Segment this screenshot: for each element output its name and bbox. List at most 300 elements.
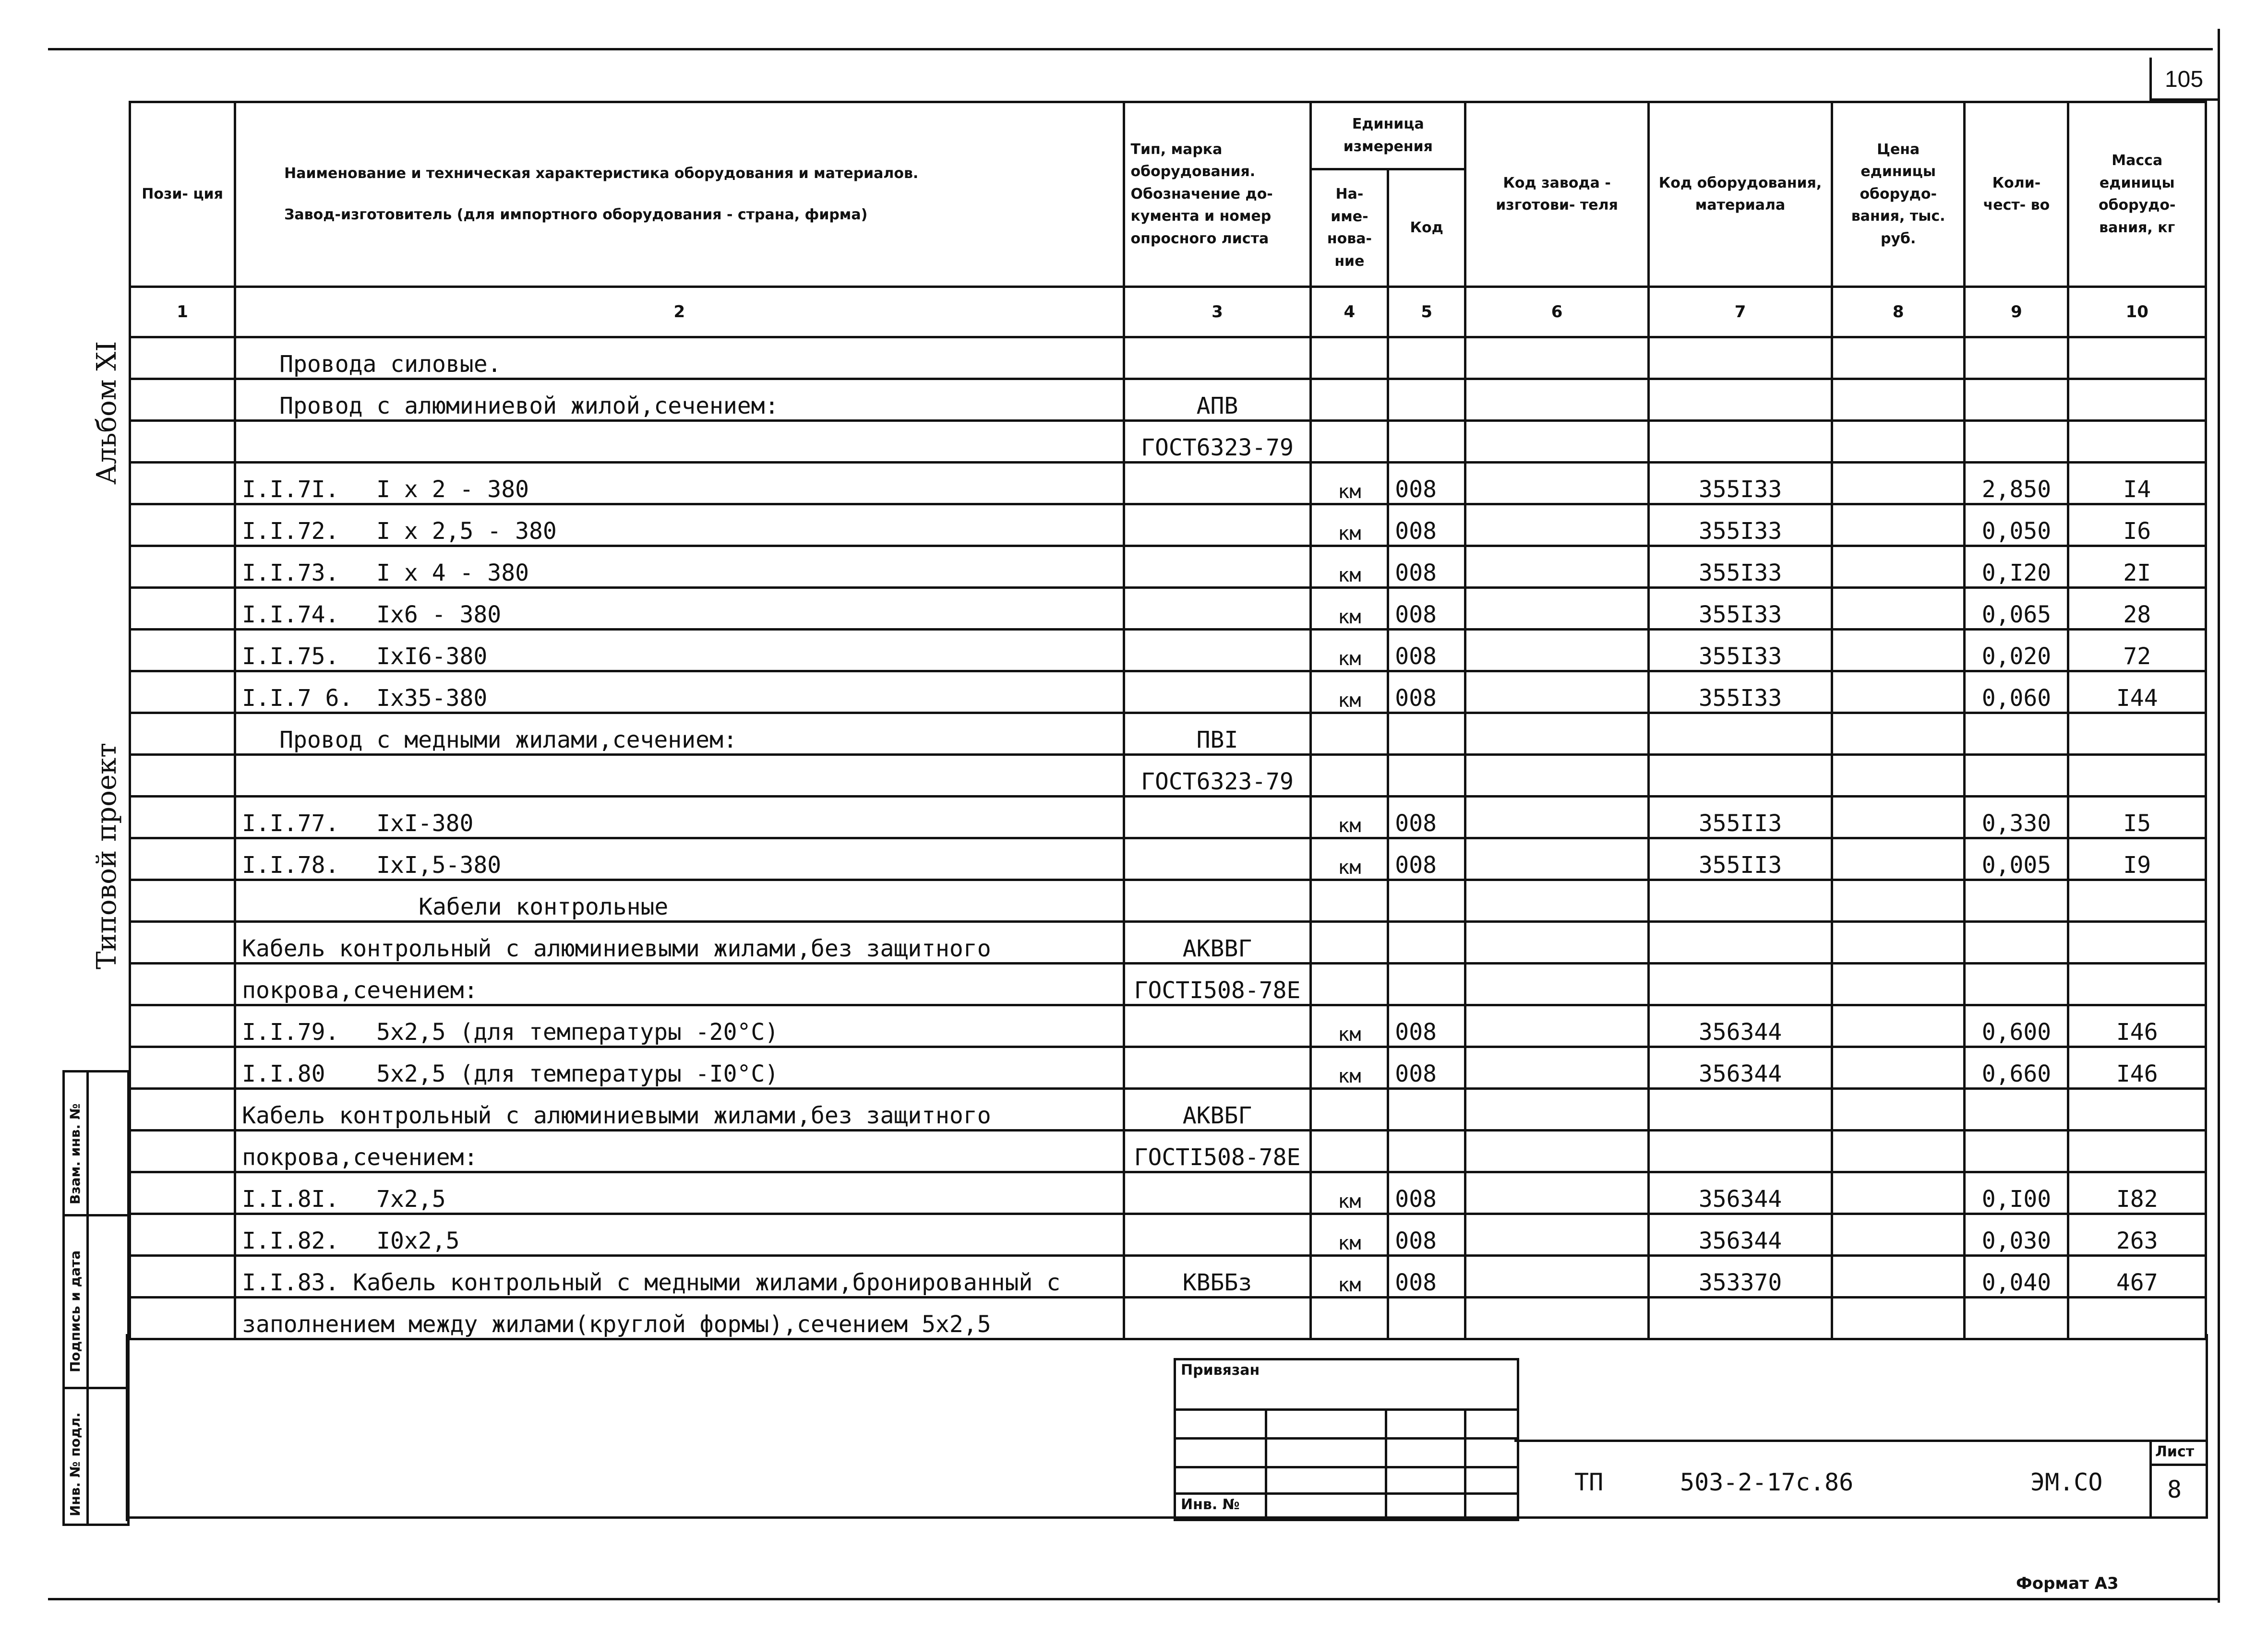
header-unit-group: Единица измерения	[1311, 102, 1465, 169]
table-row	[130, 421, 2206, 463]
cell-name	[235, 797, 1124, 838]
cell-factory-code	[1465, 838, 1649, 880]
cell-equipment-code: 356344	[1649, 1047, 1832, 1089]
table-row	[130, 337, 2206, 379]
cell-factory-code	[1465, 504, 1649, 546]
cell-unit-code	[1388, 421, 1465, 463]
cell-name	[235, 588, 1124, 630]
cell-unit-code: 008	[1388, 463, 1465, 504]
cell-quantity: 0,660	[1965, 1047, 2068, 1089]
table-row	[130, 546, 2206, 588]
cell-quantity	[1965, 713, 2068, 755]
cell-price	[1832, 713, 1965, 755]
cell-position	[130, 755, 235, 797]
header-unit-name: На- име- нова- ние	[1311, 169, 1388, 287]
cell-quantity	[1965, 964, 2068, 1005]
cell-equipment-code: 355I33	[1649, 630, 1832, 671]
cell-unit-name	[1311, 713, 1388, 755]
corner-sheet-number: 105	[2164, 66, 2204, 92]
cell-name: покрова,сечением:	[235, 964, 1124, 1005]
cell-unit-name: км	[1311, 1256, 1388, 1298]
header-name	[235, 102, 1124, 287]
cell-price	[1832, 546, 1965, 588]
cell-position	[130, 1214, 235, 1256]
cell-quantity	[1965, 379, 2068, 421]
sheet-cell-left	[2149, 1440, 2152, 1516]
cell-price	[1832, 922, 1965, 964]
cell-quantity	[1965, 421, 2068, 463]
cell-price	[1832, 797, 1965, 838]
cell-type	[1124, 671, 1311, 713]
cell-factory-code	[1465, 671, 1649, 713]
bottom-area-line	[126, 1516, 2208, 1519]
header-equipment-code: Код оборудования, материала	[1649, 102, 1832, 287]
cell-equipment-code	[1649, 1089, 1832, 1131]
cell-factory-code	[1465, 1047, 1649, 1089]
cell-equipment-code: 355I33	[1649, 588, 1832, 630]
cell-unit-name: км	[1311, 1005, 1388, 1047]
cell-name: Провод с медными жилами,сечением:	[235, 713, 1124, 755]
cell-quantity: 0,065	[1965, 588, 2068, 630]
cell-equipment-code: 356344	[1649, 1214, 1832, 1256]
side-stamp-sep-1	[62, 1214, 127, 1216]
row-position: I.I.74.	[242, 601, 339, 628]
cell-quantity	[1965, 880, 2068, 922]
column-number: 6	[1465, 287, 1649, 337]
cell-factory-code	[1465, 630, 1649, 671]
stamp-col	[1265, 1408, 1267, 1516]
cell-price	[1832, 755, 1965, 797]
cell-equipment-code	[1649, 755, 1832, 797]
cell-price	[1832, 1131, 1965, 1172]
cell-unit-code: 008	[1388, 1256, 1465, 1298]
cell-position	[130, 337, 235, 379]
sheet-number: 8	[2167, 1476, 2182, 1503]
header-row-1	[130, 102, 2206, 169]
cell-price	[1832, 588, 1965, 630]
table-row	[130, 1047, 2206, 1089]
cell-position	[130, 1256, 235, 1298]
side-stamp-inv-change: Взам. инв. №	[67, 1103, 83, 1204]
cell-type: ПВI	[1124, 713, 1311, 755]
column-number: 2	[235, 287, 1124, 337]
cell-type	[1124, 1047, 1311, 1089]
row-position: I.I.78.	[242, 852, 339, 879]
cell-unit-name	[1311, 1089, 1388, 1131]
cell-factory-code	[1465, 337, 1649, 379]
cell-quantity	[1965, 1131, 2068, 1172]
cell-unit-name	[1311, 922, 1388, 964]
cell-position	[130, 379, 235, 421]
side-stamp-signature-date: Подпись и дата	[67, 1250, 83, 1372]
table-row	[130, 463, 2206, 504]
cell-unit-name: км	[1311, 797, 1388, 838]
cell-unit-code: 008	[1388, 546, 1465, 588]
cell-name	[235, 546, 1124, 588]
cell-price	[1832, 1005, 1965, 1047]
cell-unit-name: км	[1311, 838, 1388, 880]
side-stamp-divider	[86, 1070, 89, 1524]
side-stamp-sep-2	[62, 1387, 127, 1389]
cell-quantity	[1965, 1298, 2068, 1339]
cell-unit-code	[1388, 713, 1465, 755]
cell-price	[1832, 671, 1965, 713]
cell-unit-name: км	[1311, 671, 1388, 713]
cell-quantity: 0,040	[1965, 1256, 2068, 1298]
cell-mass: I44	[2068, 671, 2206, 713]
cell-position	[130, 1298, 235, 1339]
cell-factory-code	[1465, 1298, 1649, 1339]
cell-position	[130, 1089, 235, 1131]
cell-type: ГОСТI508-78Е	[1124, 1131, 1311, 1172]
table-row	[130, 1214, 2206, 1256]
format-label: Формат А3	[2016, 1574, 2119, 1593]
table-row	[130, 1131, 2206, 1172]
cell-mass: 2I	[2068, 546, 2206, 588]
cell-type	[1124, 463, 1311, 504]
row-position: I.I.8I.	[242, 1186, 339, 1213]
cell-unit-code	[1388, 755, 1465, 797]
sheet-cell-divider	[2149, 1464, 2207, 1466]
cell-mass	[2068, 421, 2206, 463]
header-unit-code: Код	[1388, 169, 1465, 287]
table-row	[130, 797, 2206, 838]
column-number: 4	[1311, 287, 1388, 337]
cell-price	[1832, 1214, 1965, 1256]
table-row	[130, 1256, 2206, 1298]
cell-equipment-code: 355I33	[1649, 463, 1832, 504]
cell-mass: I6	[2068, 504, 2206, 546]
cell-unit-code: 008	[1388, 630, 1465, 671]
table-row	[130, 630, 2206, 671]
row-position: I.I.80	[242, 1060, 325, 1087]
cell-price	[1832, 964, 1965, 1005]
cell-mass: 28	[2068, 588, 2206, 630]
table-right-border	[2206, 1334, 2208, 1519]
table-row	[130, 671, 2206, 713]
header-quantity: Коли- чест- во	[1965, 102, 2068, 287]
cell-quantity: 0,060	[1965, 671, 2068, 713]
cell-name	[235, 838, 1124, 880]
cell-factory-code	[1465, 1214, 1649, 1256]
cell-equipment-code	[1649, 713, 1832, 755]
cell-name	[235, 630, 1124, 671]
cell-mass	[2068, 755, 2206, 797]
cell-position	[130, 671, 235, 713]
cell-unit-code	[1388, 922, 1465, 964]
cell-type	[1124, 337, 1311, 379]
cell-factory-code	[1465, 1005, 1649, 1047]
row-position: I.I.82.	[242, 1227, 339, 1254]
table-row	[130, 1172, 2206, 1214]
cell-equipment-code	[1649, 880, 1832, 922]
cell-unit-name	[1311, 1131, 1388, 1172]
cell-name: Кабели контрольные	[235, 880, 1124, 922]
column-number: 3	[1124, 287, 1311, 337]
cell-type	[1124, 630, 1311, 671]
cell-unit-name	[1311, 755, 1388, 797]
left-area-border	[126, 1334, 128, 1521]
bottom-border-line	[48, 1598, 2218, 1600]
cell-price	[1832, 1298, 1965, 1339]
row-name: Ix6 - 380	[376, 601, 502, 628]
cell-factory-code	[1465, 546, 1649, 588]
right-border-line	[2218, 29, 2220, 1603]
cell-quantity: 0,600	[1965, 1005, 2068, 1047]
table-row	[130, 755, 2206, 797]
cell-unit-name: км	[1311, 463, 1388, 504]
cell-equipment-code: 355II3	[1649, 797, 1832, 838]
stamp-col	[1464, 1408, 1466, 1516]
cell-quantity	[1965, 337, 2068, 379]
equipment-specification-table	[129, 101, 2207, 1340]
cell-type	[1124, 588, 1311, 630]
row-position: I.I.72.	[242, 518, 339, 545]
cell-type: ГОСТ6323-79	[1124, 755, 1311, 797]
title-prefix: ТП	[1574, 1468, 1604, 1496]
cell-equipment-code	[1649, 922, 1832, 964]
cell-type	[1124, 1298, 1311, 1339]
album-label: Альбом XI	[91, 341, 122, 485]
cell-unit-name	[1311, 337, 1388, 379]
cell-factory-code	[1465, 463, 1649, 504]
cell-price	[1832, 421, 1965, 463]
cell-position	[130, 922, 235, 964]
cell-type	[1124, 838, 1311, 880]
cell-price	[1832, 1172, 1965, 1214]
cell-quantity: 2,850	[1965, 463, 2068, 504]
cell-equipment-code	[1649, 1131, 1832, 1172]
header-mass: Масса единицы оборудо- вания, кг	[2068, 102, 2206, 287]
cell-position	[130, 504, 235, 546]
cell-equipment-code	[1649, 379, 1832, 421]
cell-type	[1124, 546, 1311, 588]
table-row	[130, 504, 2206, 546]
cell-type	[1124, 880, 1311, 922]
cell-name: Кабель контрольный с алюминиевыми жилами,без защитного	[235, 1089, 1124, 1131]
header-factory-code: Код завода - изготови- теля	[1465, 102, 1649, 287]
header-price: Цена единицы оборудо- вания, тыс. руб.	[1832, 102, 1965, 287]
cell-type: АПВ	[1124, 379, 1311, 421]
header-position: Пози- ция	[130, 102, 235, 287]
cell-factory-code	[1465, 1131, 1649, 1172]
sheet-label: Лист	[2155, 1443, 2195, 1460]
cell-unit-code: 008	[1388, 838, 1465, 880]
cell-quantity: 0,020	[1965, 630, 2068, 671]
project-label: Типовой проект	[91, 742, 122, 969]
cell-price	[1832, 1089, 1965, 1131]
cell-name	[235, 1005, 1124, 1047]
row-name: 5x2,5 (для температуры -I0°С)	[376, 1060, 779, 1087]
row-name: 7x2,5	[376, 1186, 446, 1213]
cell-position	[130, 797, 235, 838]
cell-position	[130, 880, 235, 922]
cell-factory-code	[1465, 379, 1649, 421]
cell-unit-name	[1311, 1298, 1388, 1339]
cell-type	[1124, 1214, 1311, 1256]
row-position: I.I.7I.	[242, 476, 339, 503]
cell-unit-name: км	[1311, 504, 1388, 546]
table-row	[130, 379, 2206, 421]
cell-equipment-code	[1649, 421, 1832, 463]
cell-type	[1124, 504, 1311, 546]
cell-type	[1124, 797, 1311, 838]
cell-unit-code	[1388, 1089, 1465, 1131]
cell-price	[1832, 463, 1965, 504]
cell-position	[130, 1005, 235, 1047]
cell-equipment-code	[1649, 964, 1832, 1005]
cell-price	[1832, 630, 1965, 671]
cell-mass	[2068, 713, 2206, 755]
table-row	[130, 713, 2206, 755]
top-border-line	[48, 48, 2213, 50]
cell-unit-code	[1388, 379, 1465, 421]
cell-name: I.I.83. Кабель контрольный с медными жилами,бронированный с	[235, 1256, 1124, 1298]
table-row	[130, 1298, 2206, 1339]
cell-type: ГОСТI508-78Е	[1124, 964, 1311, 1005]
cell-factory-code	[1465, 588, 1649, 630]
table-row	[130, 1005, 2206, 1047]
cell-price	[1832, 504, 1965, 546]
cell-unit-code: 008	[1388, 588, 1465, 630]
cell-name: Кабель контрольный с алюминиевыми жилами,без защитного	[235, 922, 1124, 964]
cell-name	[235, 421, 1124, 463]
cell-type	[1124, 1005, 1311, 1047]
side-stamp-inv-orig: Инв. № подл.	[67, 1412, 83, 1516]
table-row	[130, 964, 2206, 1005]
binding-stamp-label: Привязан	[1181, 1362, 1260, 1379]
table-row	[130, 1089, 2206, 1131]
cell-unit-code	[1388, 1298, 1465, 1339]
specification-rows	[130, 337, 2206, 1339]
corner-box-left	[2149, 58, 2152, 101]
cell-quantity: 0,I00	[1965, 1172, 2068, 1214]
cell-unit-code: 008	[1388, 1047, 1465, 1089]
cell-name: заполнением между жилами(круглой формы),сечением 5x2,5	[235, 1298, 1124, 1339]
cell-name: покрова,сечением:	[235, 1131, 1124, 1172]
column-number: 1	[130, 287, 235, 337]
cell-unit-code: 008	[1388, 504, 1465, 546]
cell-unit-name: км	[1311, 546, 1388, 588]
cell-mass	[2068, 964, 2206, 1005]
cell-name	[235, 1172, 1124, 1214]
column-number: 10	[2068, 287, 2206, 337]
row-position: I.I.79.	[242, 1019, 339, 1046]
cell-unit-code	[1388, 880, 1465, 922]
cell-name: Провода силовые.	[235, 337, 1124, 379]
header-name-line-1: Наименование и техническая характеристика оборудования и материалов.	[284, 165, 919, 182]
cell-quantity	[1965, 755, 2068, 797]
row-name: IxI,5-380	[376, 852, 502, 879]
row-name: I0x2,5	[376, 1227, 460, 1254]
cell-unit-code: 008	[1388, 1214, 1465, 1256]
cell-unit-name: км	[1311, 1047, 1388, 1089]
cell-factory-code	[1465, 755, 1649, 797]
cell-position	[130, 1131, 235, 1172]
cell-name	[235, 671, 1124, 713]
cell-price	[1832, 1256, 1965, 1298]
cell-price	[1832, 880, 1965, 922]
cell-mass: I9	[2068, 838, 2206, 880]
cell-unit-name	[1311, 379, 1388, 421]
row-name: I x 2 - 380	[376, 476, 529, 503]
cell-unit-name	[1311, 880, 1388, 922]
column-number-row	[130, 287, 2206, 337]
cell-factory-code	[1465, 713, 1649, 755]
table-row	[130, 588, 2206, 630]
cell-unit-code: 008	[1388, 1005, 1465, 1047]
cell-mass	[2068, 880, 2206, 922]
cell-type: ГОСТ6323-79	[1124, 421, 1311, 463]
cell-unit-code	[1388, 337, 1465, 379]
cell-factory-code	[1465, 922, 1649, 964]
cell-unit-name	[1311, 421, 1388, 463]
cell-equipment-code: 356344	[1649, 1005, 1832, 1047]
cell-position	[130, 1047, 235, 1089]
cell-mass: 263	[2068, 1214, 2206, 1256]
column-number: 7	[1649, 287, 1832, 337]
cell-position	[130, 964, 235, 1005]
cell-position	[130, 546, 235, 588]
inventory-number-label: Инв. №	[1181, 1496, 1240, 1513]
cell-factory-code	[1465, 964, 1649, 1005]
cell-factory-code	[1465, 421, 1649, 463]
cell-equipment-code	[1649, 337, 1832, 379]
cell-mass	[2068, 379, 2206, 421]
cell-factory-code	[1465, 797, 1649, 838]
row-name: I x 2,5 - 380	[376, 518, 557, 545]
table-row	[130, 880, 2206, 922]
cell-position	[130, 1172, 235, 1214]
cell-mass	[2068, 1131, 2206, 1172]
cell-position	[130, 463, 235, 504]
cell-price	[1832, 1047, 1965, 1089]
cell-unit-code	[1388, 964, 1465, 1005]
row-name: 5x2,5 (для температуры -20°С)	[376, 1019, 779, 1046]
cell-position	[130, 588, 235, 630]
cell-equipment-code: 355II3	[1649, 838, 1832, 880]
row-position: I.I.73.	[242, 560, 339, 586]
cell-equipment-code: 355I33	[1649, 546, 1832, 588]
cell-unit-code: 008	[1388, 671, 1465, 713]
column-number: 5	[1388, 287, 1465, 337]
row-name: Ix35-380	[376, 685, 488, 712]
cell-quantity: 0,030	[1965, 1214, 2068, 1256]
title-block-top	[1514, 1440, 2208, 1442]
cell-name: Провод с алюминиевой жилой,сечением:	[235, 379, 1124, 421]
cell-price	[1832, 379, 1965, 421]
cell-equipment-code: 353370	[1649, 1256, 1832, 1298]
cell-type	[1124, 1172, 1311, 1214]
cell-factory-code	[1465, 880, 1649, 922]
cell-name	[235, 755, 1124, 797]
cell-mass	[2068, 922, 2206, 964]
cell-position	[130, 713, 235, 755]
cell-unit-code: 008	[1388, 797, 1465, 838]
cell-quantity: 0,005	[1965, 838, 2068, 880]
stamp-col	[1385, 1408, 1387, 1516]
cell-quantity: 0,050	[1965, 504, 2068, 546]
cell-mass: 72	[2068, 630, 2206, 671]
cell-quantity: 0,330	[1965, 797, 2068, 838]
cell-mass: I82	[2068, 1172, 2206, 1214]
cell-factory-code	[1465, 1089, 1649, 1131]
document-code: 503-2-17с.86	[1680, 1468, 1854, 1496]
cell-type: АКВБГ	[1124, 1089, 1311, 1131]
cell-mass	[2068, 1298, 2206, 1339]
cell-mass: I46	[2068, 1047, 2206, 1089]
header-type: Тип, марка оборудования. Обозначение до- кумента и номер опросного листа	[1124, 102, 1311, 287]
